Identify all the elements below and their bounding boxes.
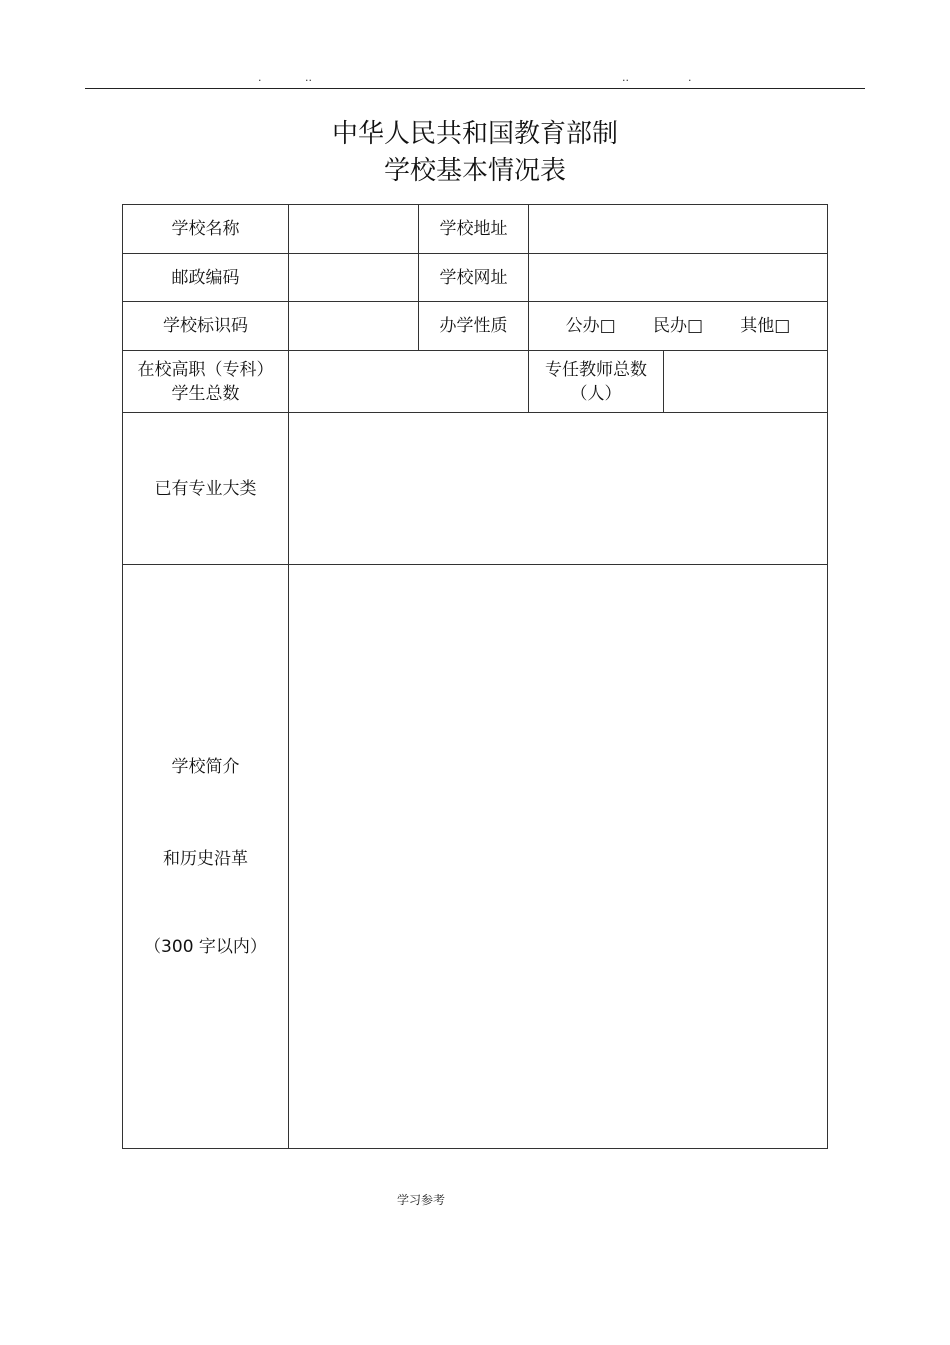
intro-field[interactable]: [288, 564, 828, 1149]
nature-option-private-checkbox[interactable]: 民办□: [652, 316, 704, 336]
teachers-total-label-line2: （人）: [570, 383, 622, 404]
school-id-field[interactable]: [288, 301, 419, 351]
school-address-label: 学校地址: [418, 204, 529, 254]
postcode-field[interactable]: [288, 253, 419, 302]
intro-label-line3: （300 字以内）: [144, 936, 267, 957]
intro-label: [122, 564, 289, 1149]
school-info-form: [122, 204, 828, 1149]
header-dot: .: [258, 71, 262, 84]
school-name-label: 学校名称: [122, 204, 289, 254]
nature-option-public-checkbox[interactable]: 公办□: [565, 316, 616, 336]
majors-field[interactable]: [288, 412, 828, 565]
website-label: 学校网址: [418, 253, 529, 302]
header-dot: ..: [305, 71, 312, 84]
school-name-field[interactable]: [288, 204, 419, 254]
nature-options: [528, 301, 828, 351]
students-total-field[interactable]: [288, 350, 529, 413]
students-total-label-line1: 在校高职（专科）: [137, 359, 274, 380]
intro-label-line1: 学校简介: [171, 756, 240, 777]
header-dot: ..: [622, 71, 629, 84]
teachers-total-label-line1: 专任教师总数: [545, 359, 647, 380]
teachers-total-label: [528, 350, 664, 413]
school-address-field[interactable]: [528, 204, 828, 254]
website-field[interactable]: [528, 253, 828, 302]
form-title: 学校基本情况表: [383, 156, 566, 186]
teachers-total-field[interactable]: [663, 350, 828, 413]
nature-option-other-checkbox[interactable]: 其他□: [740, 316, 791, 336]
majors-label: 已有专业大类: [122, 412, 289, 565]
header-dot: .: [688, 71, 692, 84]
students-total-label-line2: 学生总数: [171, 383, 240, 404]
issuer-title: 中华人民共和国教育部制: [331, 119, 618, 149]
students-total-label: [122, 350, 289, 413]
postcode-label: 邮政编码: [122, 253, 289, 302]
intro-label-line2: 和历史沿革: [162, 848, 248, 869]
header-rule: [85, 88, 865, 89]
nature-label: 办学性质: [418, 301, 529, 351]
footer-text: 学习参考: [396, 1193, 445, 1207]
school-id-label: 学校标识码: [122, 301, 289, 351]
